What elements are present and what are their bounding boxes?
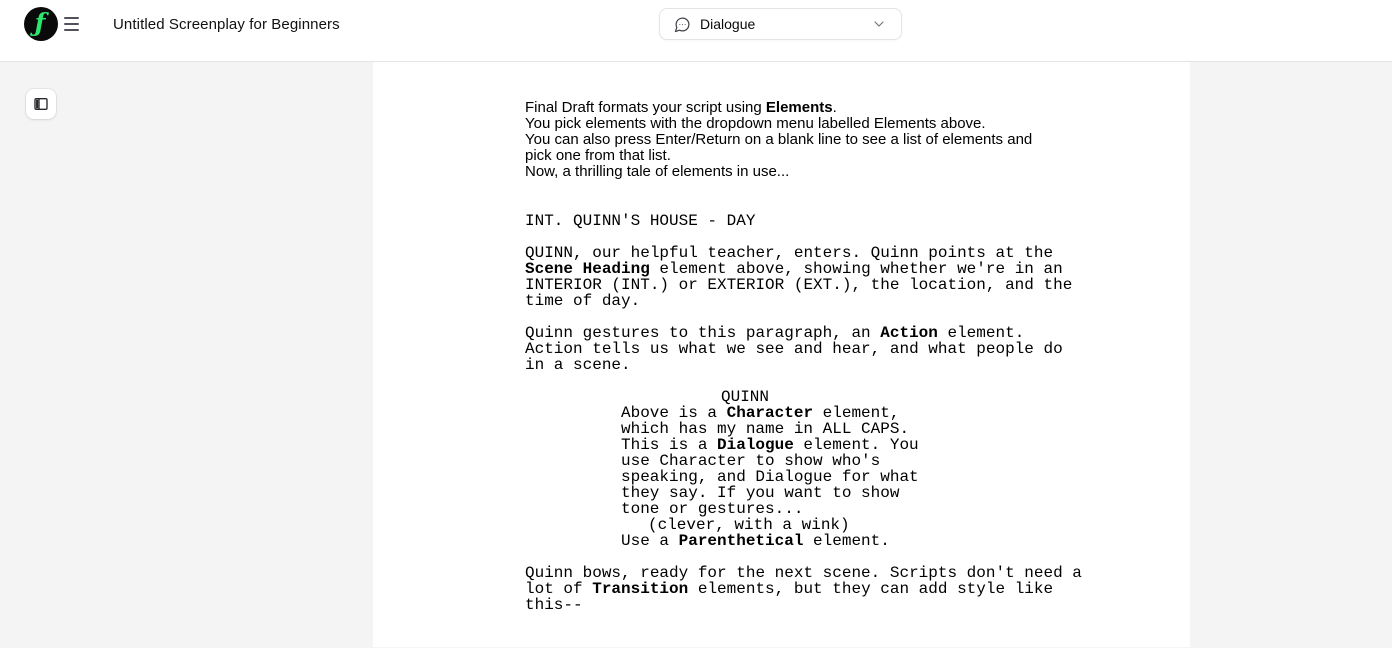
line-blank [525, 309, 1140, 325]
line-action: time of day. [525, 292, 641, 310]
element-type-value: Dialogue [700, 16, 756, 32]
line-parenthetical: (clever, with a wink) [648, 516, 850, 534]
document-title[interactable]: Untitled Screenplay for Beginners [113, 16, 340, 33]
line-dialogue: which has my name in ALL CAPS. [621, 420, 910, 438]
line-action: this-- [525, 596, 583, 614]
line-action: INTERIOR (INT.) or EXTERIOR (EXT.), the location, and the [525, 276, 1073, 294]
line-action: Quinn bows, ready for the next scene. Scripts don't need a [525, 564, 1082, 582]
line-dialogue: Above is a Character element, [621, 404, 900, 422]
line-dialogue: they say. If you want to show [621, 484, 900, 502]
line-scene-heading: INT. QUINN'S HOUSE - DAY [525, 212, 756, 230]
line-intro: Now, a thrilling tale of elements in use... [525, 163, 790, 180]
line-blank [525, 229, 1140, 245]
line-intro: You can also press Enter/Return on a blank line to see a list of elements and [525, 131, 1033, 148]
element-type-dropdown[interactable] [659, 8, 902, 40]
panel-left-icon[interactable] [26, 89, 56, 119]
line-dialogue: This is a Dialogue element. You [621, 436, 919, 454]
script-body [525, 213, 1140, 613]
line-action: in a scene. [525, 356, 631, 374]
line-blank [525, 549, 1140, 565]
line-action: QUINN, our helpful teacher, enters. Quinn points at the [525, 244, 1054, 262]
line-intro: pick one from that list. [525, 147, 671, 164]
intro-note [525, 100, 1140, 180]
hamburger-menu-icon[interactable] [64, 16, 82, 32]
dialogue-bubble-icon [674, 16, 691, 33]
line-action: lot of Transition elements, but they can add style like [525, 580, 1054, 598]
line-intro: Final Draft formats your script using Elements. [525, 99, 837, 116]
line-blank [525, 373, 1140, 389]
page-content [373, 62, 1190, 613]
line-dialogue: speaking, and Dialogue for what [621, 468, 919, 486]
app-header [0, 0, 1392, 62]
line-intro: You pick elements with the dropdown menu labelled Elements above. [525, 115, 986, 132]
editor-workspace [0, 62, 1392, 647]
line-dialogue: use Character to show who's [621, 452, 881, 470]
line-action: Quinn gestures to this paragraph, an Action element. [525, 324, 1025, 342]
line-action: Action tells us what we see and hear, and what people do [525, 340, 1063, 358]
brand-logo[interactable] [24, 7, 58, 41]
line-character: QUINN [721, 388, 770, 406]
line-dialogue: Use a Parenthetical element. [621, 532, 890, 550]
line-action: Scene Heading element above, showing whether we're in an [525, 260, 1063, 278]
chevron-down-icon [871, 16, 887, 32]
line-dialogue: tone or gestures... [621, 500, 804, 518]
screenplay-page[interactable] [373, 62, 1190, 647]
brand-logo-glyph: ƒ [34, 7, 46, 37]
